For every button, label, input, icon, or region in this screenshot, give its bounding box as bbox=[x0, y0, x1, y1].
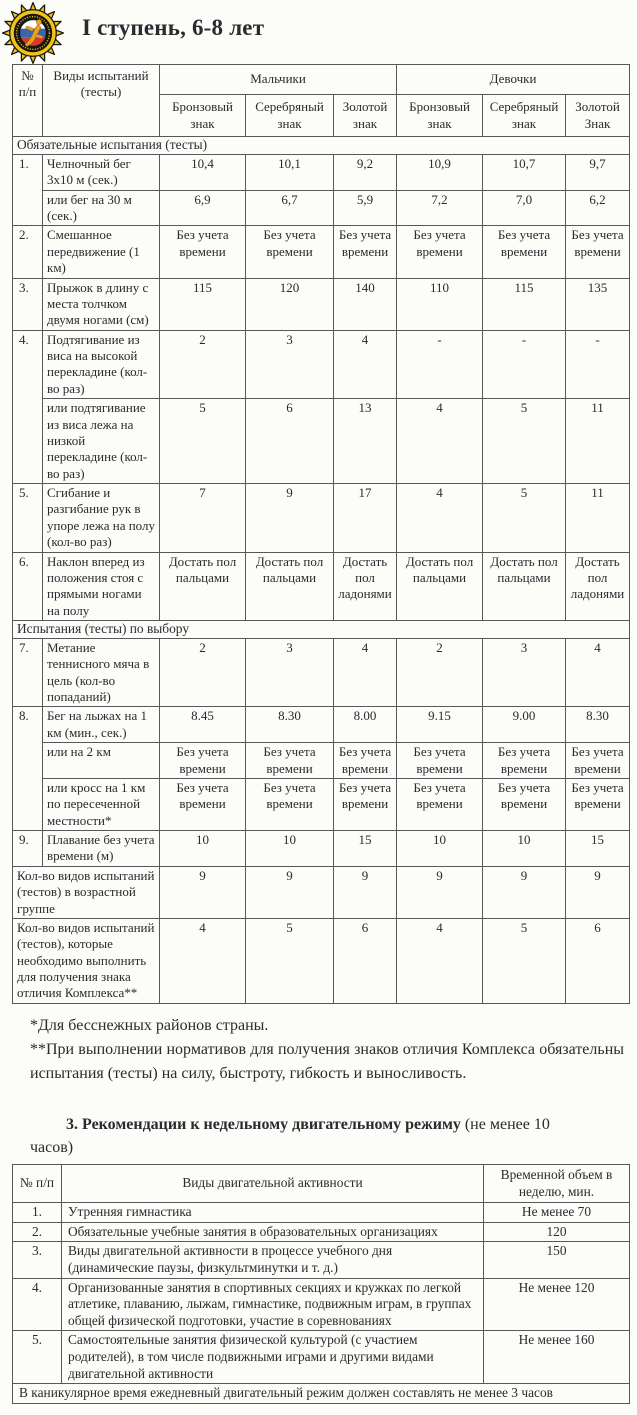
test-name: или бег на 30 м (сек.) bbox=[43, 190, 160, 226]
table-row bbox=[13, 778, 630, 830]
row-num: 7. bbox=[13, 638, 43, 707]
test-name: Бег на лыжах на 1 км (мин., сек.) bbox=[43, 707, 160, 743]
test-name: Наклон вперед из положения стоя с прямыми ногами на полу bbox=[43, 552, 160, 621]
section3-title-bold: 3. Рекомендации к недельному двигательному режиму bbox=[66, 1115, 461, 1133]
norm-value: Достать пол пальцами bbox=[160, 552, 246, 621]
norm-value: 10,7 bbox=[483, 154, 566, 190]
norm-value: 9.00 bbox=[483, 707, 566, 743]
section-label: Обязательные испытания (тесты) bbox=[13, 137, 630, 155]
norm-value: 5,9 bbox=[334, 190, 397, 226]
norm-value: Без учета времени bbox=[397, 743, 483, 779]
vacation-note: В каникулярное время ежедневный двигательный режим должен составлять не менее 3 часов bbox=[13, 1384, 630, 1404]
table-row bbox=[13, 278, 630, 330]
norm-value: 4 bbox=[334, 638, 397, 707]
norm-value: 3 bbox=[246, 638, 334, 707]
test-name: Сгибание и разгибание рук в упоре лежа на полу (кол-во раз) bbox=[43, 484, 160, 553]
norm-value: 10,1 bbox=[246, 154, 334, 190]
norm-value: 9 bbox=[246, 484, 334, 553]
norm-value: 9 bbox=[397, 866, 483, 918]
norm-value: 6 bbox=[566, 918, 630, 1003]
col-header-badge: Серебряный знак bbox=[483, 95, 566, 137]
norm-value: 4 bbox=[566, 638, 630, 707]
row-num: 1. bbox=[13, 154, 43, 226]
table-row bbox=[13, 1222, 630, 1242]
norm-value: 3 bbox=[246, 330, 334, 399]
norm-value: Достать пол ладонями bbox=[334, 552, 397, 621]
norm-value: 13 bbox=[334, 399, 397, 484]
table-footer-row bbox=[13, 1384, 630, 1404]
activity-volume: 120 bbox=[484, 1222, 630, 1242]
norm-value: 4 bbox=[334, 330, 397, 399]
activity-col-volume: Временной объем в неделю, мин. bbox=[484, 1165, 630, 1203]
norm-value: Без учета времени bbox=[160, 226, 246, 278]
col-group-girls: Девочки bbox=[397, 65, 630, 95]
activity-name: Самостоятельные занятия физической культурой (с участием родителей), в том числе подвижными играми и другими видами двигательной активности bbox=[62, 1331, 484, 1384]
summary-row bbox=[13, 918, 630, 1003]
norm-value: 9 bbox=[246, 866, 334, 918]
footnote-badge-requirements: **При выполнении нормативов для получения знаков отличия Комплекса обязательны испытания (тесты) на силу, быстроту, гибкость и выносливость. bbox=[30, 1040, 624, 1082]
test-name: Челночный бег 3х10 м (сек.) bbox=[43, 154, 160, 190]
table-row bbox=[13, 707, 630, 743]
norm-value: 10,9 bbox=[397, 154, 483, 190]
norm-value: 8.45 bbox=[160, 707, 246, 743]
norm-value: 10 bbox=[483, 831, 566, 867]
norm-value: - bbox=[397, 330, 483, 399]
norm-value: 6,9 bbox=[160, 190, 246, 226]
norm-value: 5 bbox=[483, 484, 566, 553]
table-row bbox=[13, 154, 630, 190]
norm-value: 5 bbox=[246, 918, 334, 1003]
row-num: 6. bbox=[13, 552, 43, 621]
norm-value: Без учета времени bbox=[160, 743, 246, 779]
activity-volume: Не менее 120 bbox=[484, 1278, 630, 1331]
norm-value: 9 bbox=[160, 866, 246, 918]
col-group-boys: Мальчики bbox=[160, 65, 397, 95]
norm-value: Без учета времени bbox=[566, 226, 630, 278]
norm-value: 10 bbox=[397, 831, 483, 867]
activity-col-name: Виды двигательной активности bbox=[62, 1165, 484, 1203]
norm-value: 7 bbox=[160, 484, 246, 553]
norm-value: Без учета времени bbox=[483, 226, 566, 278]
table-row bbox=[13, 1242, 630, 1278]
norm-value: 110 bbox=[397, 278, 483, 330]
norm-value: Достать пол пальцами bbox=[246, 552, 334, 621]
col-header-badge: Бронзовый знак bbox=[160, 95, 246, 137]
activity-name: Организованные занятия в спортивных секциях и кружках по легкой атлетике, плаванию, лыжам, гимнастике, подвижным играм, в группах общей физической подготовки, участие в соревнованиях bbox=[62, 1278, 484, 1331]
norm-value: 7,2 bbox=[397, 190, 483, 226]
norm-value: 6 bbox=[334, 918, 397, 1003]
norm-value: 2 bbox=[160, 330, 246, 399]
norm-value: Без учета времени bbox=[334, 778, 397, 830]
norm-value: Без учета времени bbox=[246, 743, 334, 779]
section3-heading bbox=[30, 1113, 620, 1159]
table-row bbox=[13, 743, 630, 779]
norm-value: - bbox=[483, 330, 566, 399]
norm-value: 6 bbox=[246, 399, 334, 484]
col-header-badge: Бронзовый знак bbox=[397, 95, 483, 137]
norm-value: 4 bbox=[397, 399, 483, 484]
norm-value: 6,7 bbox=[246, 190, 334, 226]
norm-value: 8.30 bbox=[246, 707, 334, 743]
gto-emblem-icon bbox=[2, 2, 64, 64]
table-row bbox=[13, 399, 630, 484]
norm-value: Без учета времени bbox=[397, 226, 483, 278]
norm-value: 9,7 bbox=[566, 154, 630, 190]
norm-value: Без учета времени bbox=[334, 743, 397, 779]
test-name: Смешанное передвижение (1 км) bbox=[43, 226, 160, 278]
norm-value: 9 bbox=[483, 866, 566, 918]
col-header-tests: Виды испытаний (тесты) bbox=[43, 65, 160, 137]
norm-value: 8.30 bbox=[566, 707, 630, 743]
norm-value: 3 bbox=[483, 638, 566, 707]
table-row bbox=[13, 638, 630, 707]
norm-value: Без учета времени bbox=[246, 778, 334, 830]
table-row bbox=[13, 330, 630, 399]
test-name: или подтягивание из виса лежа на низкой перекладине (кол-во раз) bbox=[43, 399, 160, 484]
norm-value: 4 bbox=[397, 484, 483, 553]
norm-value: 10 bbox=[160, 831, 246, 867]
col-header-badge: Золотой Знак bbox=[566, 95, 630, 137]
section-row bbox=[13, 137, 630, 155]
norm-value: 9.15 bbox=[397, 707, 483, 743]
norm-value: Достать пол ладонями bbox=[566, 552, 630, 621]
norm-value: 11 bbox=[566, 399, 630, 484]
footnotes bbox=[30, 1014, 624, 1086]
norm-value: Без учета времени bbox=[397, 778, 483, 830]
norms-table bbox=[12, 64, 630, 1004]
row-num: 8. bbox=[13, 707, 43, 831]
table-row bbox=[13, 1331, 630, 1384]
norm-value: 5 bbox=[483, 918, 566, 1003]
norm-value: 115 bbox=[160, 278, 246, 330]
norm-value: 140 bbox=[334, 278, 397, 330]
col-header-badge: Серебряный знак bbox=[246, 95, 334, 137]
test-name: Метание теннисного мяча в цель (кол-во попаданий) bbox=[43, 638, 160, 707]
section3-title-suffix: (не менее 10 bbox=[460, 1115, 550, 1133]
activity-name: Утренняя гимнастика bbox=[62, 1203, 484, 1223]
norm-value: 10,4 bbox=[160, 154, 246, 190]
norm-value: 7,0 bbox=[483, 190, 566, 226]
norm-value: 5 bbox=[483, 399, 566, 484]
norm-value: Без учета времени bbox=[246, 226, 334, 278]
row-num: 1. bbox=[13, 1203, 62, 1223]
activity-name: Обязательные учебные занятия в образовательных организациях bbox=[62, 1222, 484, 1242]
table-row bbox=[13, 552, 630, 621]
norm-value: 15 bbox=[334, 831, 397, 867]
section-label: Испытания (тесты) по выбору bbox=[13, 621, 630, 639]
norm-value: 120 bbox=[246, 278, 334, 330]
row-num: 4. bbox=[13, 330, 43, 483]
col-header-num: № п/п bbox=[13, 65, 43, 137]
norm-value: Без учета времени bbox=[334, 226, 397, 278]
norm-value: 8.00 bbox=[334, 707, 397, 743]
norm-value: 115 bbox=[483, 278, 566, 330]
row-num: 3. bbox=[13, 278, 43, 330]
norm-value: 2 bbox=[160, 638, 246, 707]
row-num: 4. bbox=[13, 1278, 62, 1331]
norm-value: 11 bbox=[566, 484, 630, 553]
norm-value: Достать пол пальцами bbox=[397, 552, 483, 621]
norm-value: 5 bbox=[160, 399, 246, 484]
table-row bbox=[13, 1278, 630, 1331]
doc-header bbox=[0, 0, 637, 64]
norm-value: 9 bbox=[334, 866, 397, 918]
activity-col-num: № п/п bbox=[13, 1165, 62, 1203]
summary-row bbox=[13, 866, 630, 918]
norm-value: Без учета времени bbox=[160, 778, 246, 830]
activity-table bbox=[12, 1164, 630, 1404]
norm-value: 4 bbox=[397, 918, 483, 1003]
row-num: 5. bbox=[13, 484, 43, 553]
row-num: 2. bbox=[13, 1222, 62, 1242]
row-num: 3. bbox=[13, 1242, 62, 1278]
activity-volume: Не менее 70 bbox=[484, 1203, 630, 1223]
row-num: 2. bbox=[13, 226, 43, 278]
test-name: Прыжок в длину с места толчком двумя ногами (см) bbox=[43, 278, 160, 330]
test-name: или на 2 км bbox=[43, 743, 160, 779]
summary-label: Кол-во видов испытаний (тестов) в возрастной группе bbox=[13, 866, 160, 918]
norm-value: 15 bbox=[566, 831, 630, 867]
table-row bbox=[13, 226, 630, 278]
norm-value: 17 bbox=[334, 484, 397, 553]
table-row bbox=[13, 190, 630, 226]
norm-value: 10 bbox=[246, 831, 334, 867]
norm-value: 9 bbox=[566, 866, 630, 918]
norm-value: - bbox=[566, 330, 630, 399]
section-row bbox=[13, 621, 630, 639]
activity-volume: Не менее 160 bbox=[484, 1331, 630, 1384]
norm-value: 9,2 bbox=[334, 154, 397, 190]
norm-value: 2 bbox=[397, 638, 483, 707]
table-row bbox=[13, 831, 630, 867]
test-name: или кросс на 1 км по пересеченной местности* bbox=[43, 778, 160, 830]
col-header-badge: Золотой знак bbox=[334, 95, 397, 137]
activity-name: Виды двигательной активности в процессе учебного дня (динамические паузы, физкультминутки и т. д.) bbox=[62, 1242, 484, 1278]
row-num: 5. bbox=[13, 1331, 62, 1384]
section3-title-line2: часов) bbox=[30, 1138, 74, 1156]
summary-label: Кол-во видов испытаний (тестов), которые необходимо выполнить для получения знака отличия Комплекса** bbox=[13, 918, 160, 1003]
table-row bbox=[13, 484, 630, 553]
test-name: Плавание без учета времени (м) bbox=[43, 831, 160, 867]
norm-value: Достать пол пальцами bbox=[483, 552, 566, 621]
norm-value: Без учета времени bbox=[483, 743, 566, 779]
activity-volume: 150 bbox=[484, 1242, 630, 1278]
norm-value: Без учета времени bbox=[483, 778, 566, 830]
test-name: Подтягивание из виса на высокой перекладине (кол-во раз) bbox=[43, 330, 160, 399]
section3-title-line bbox=[30, 1113, 620, 1136]
norm-value: 4 bbox=[160, 918, 246, 1003]
norm-value: Без учета времени bbox=[566, 778, 630, 830]
table-row bbox=[13, 1203, 630, 1223]
norm-value: 6,2 bbox=[566, 190, 630, 226]
footnote-snowless: *Для бесснежных районов страны. bbox=[30, 1016, 269, 1034]
norm-value: 135 bbox=[566, 278, 630, 330]
page-title: I ступень, 6-8 лет bbox=[82, 15, 265, 40]
row-num: 9. bbox=[13, 831, 43, 867]
norm-value: Без учета времени bbox=[566, 743, 630, 779]
